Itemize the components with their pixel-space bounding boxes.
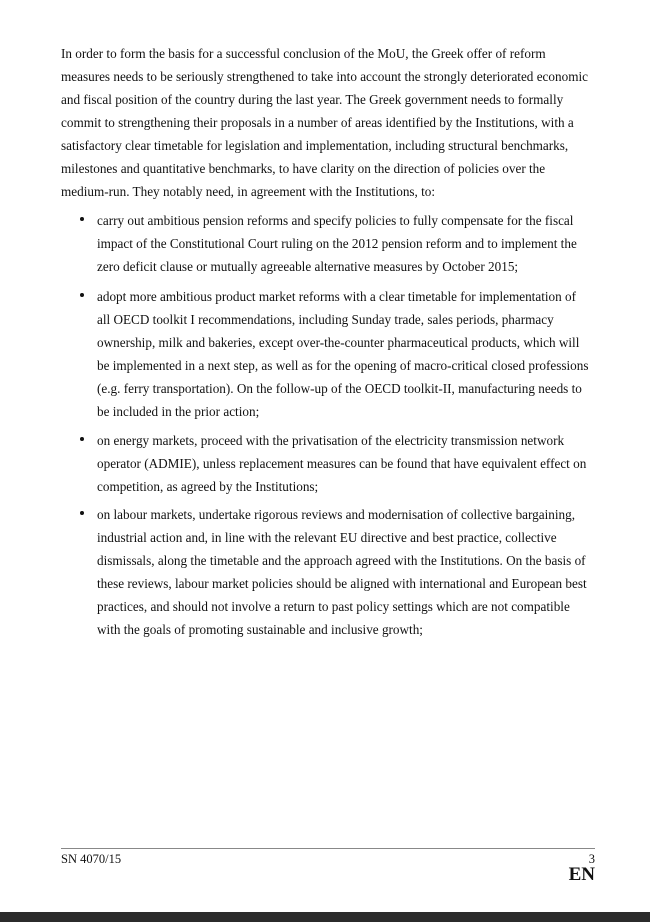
viewer-bottom-bar: [0, 912, 650, 922]
intro-line: In order to form the basis for a successful conclusion of the MoU, the Greek offer of reform: [61, 46, 546, 61]
footer-document-reference: SN 4070/15: [61, 852, 122, 866]
bullet-line: these reviews, labour market policies should be aligned with international and European best: [97, 576, 587, 591]
footer-divider: [61, 848, 595, 849]
bullet-line: adopt more ambitious product market reforms with a clear timetable for implementation of: [97, 289, 576, 304]
bullet-line: carry out ambitious pension reforms and specify policies to fully compensate for the fiscal: [97, 213, 574, 228]
intro-paragraph: [61, 42, 601, 203]
bullet-line: zero deficit clause or mutually agreeable alternative measures by October 2015;: [97, 259, 519, 274]
bullet-line: be implemented in a next step, as well as for the opening of macro-critical closed professions: [97, 358, 589, 373]
bullet-line: all OECD toolkit I recommendations, including Sunday trade, sales periods, pharmacy: [97, 312, 554, 327]
bullet-line: (e.g. ferry transportation). On the follow-up of the OECD toolkit-II, manufacturing needs to: [97, 381, 582, 396]
bullet-line: with the goals of promoting sustainable and inclusive growth;: [97, 622, 423, 637]
intro-line: measures needs to be seriously strengthened to take into account the strongly deteriorated economic: [61, 69, 588, 84]
bullet-text: [97, 285, 588, 423]
bullet-line: industrial action and, in line with the relevant EU directive and best practice, collective: [97, 530, 557, 545]
intro-line: commit to strengthening their proposals in a number of areas identified by the Institutions, with a: [61, 115, 574, 130]
bullet-line: ownership, milk and bakeries, except over-the-counter pharmaceutical products, which will: [97, 335, 580, 350]
bullet-line: dismissals, along the timetable and the approach agreed with the Institutions. On the basis of: [97, 553, 586, 568]
bullet-line: impact of the Constitutional Court ruling on the 2012 pension reform and to implement the: [97, 236, 577, 251]
bullet-line: competition, as agreed by the Institutions;: [97, 479, 319, 494]
bullet-text: [97, 429, 586, 498]
intro-line: satisfactory clear timetable for legislation and implementation, including structural benchmarks,: [61, 138, 569, 153]
bullet-line: practices, and should not involve a return to past policy settings which are not compatible: [97, 599, 570, 614]
bullet-dot-icon: [80, 217, 84, 221]
bullet-line: be included in the prior action;: [97, 404, 260, 419]
intro-line: medium-run. They notably need, in agreement with the Institutions, to:: [61, 184, 436, 199]
bullet-dot-icon: [80, 437, 84, 441]
bullet-dot-icon: [80, 511, 84, 515]
footer-page-number: 3: [588, 852, 595, 866]
bullet-dot-icon: [80, 293, 84, 297]
footer-language-code: EN: [568, 864, 595, 885]
bullet-line: operator (ADMIE), unless replacement measures can be found that have equivalent effect on: [97, 456, 587, 471]
bullet-line: on labour markets, undertake rigorous reviews and modernisation of collective bargaining,: [97, 507, 576, 522]
intro-line: milestones and quantitative benchmarks, to have clarity on the direction of policies over the: [61, 161, 546, 176]
bullet-text: [97, 503, 587, 641]
intro-line: and fiscal position of the country during the last year. The Greek government needs to formally: [61, 92, 564, 107]
bullet-text: [97, 209, 577, 278]
bullet-line: on energy markets, proceed with the privatisation of the electricity transmission network: [97, 433, 565, 448]
